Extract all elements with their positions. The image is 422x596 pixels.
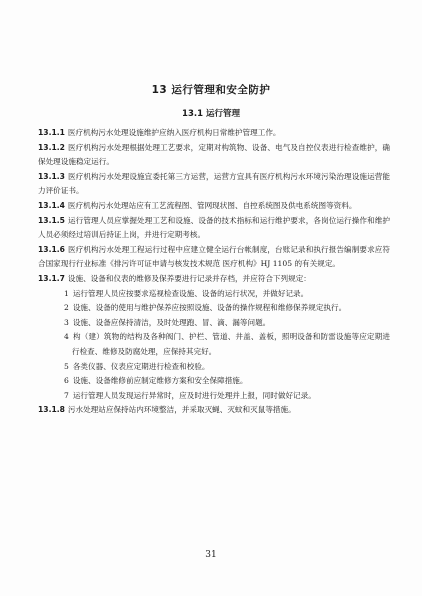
document-body <box>38 126 390 418</box>
clause-13-1-4 <box>38 199 390 214</box>
clause-13-1-2 <box>38 141 390 170</box>
item-number: 5 <box>64 361 69 371</box>
list-item-6 <box>38 374 390 389</box>
list-item-5 <box>38 360 390 375</box>
clause-text: 医疗机构污水处理站应有工艺流程图、管网现状图、自控系统图及供电系统图等资料。 <box>67 200 357 210</box>
item-number: 7 <box>64 390 69 400</box>
clause-text: 医疗机构污水处理设施维护应纳入医疗机构日常维护管理工作。 <box>67 128 281 137</box>
clause-number: 13.1.8 <box>38 405 65 415</box>
clause-13-1-8 <box>38 403 390 418</box>
list-item-4 <box>38 330 390 359</box>
item-text: 运行管理人员发现运行异常时，应及时进行处理并上报，同时做好记录。 <box>72 390 316 400</box>
clause-number: 13.1.4 <box>38 200 65 210</box>
clause-text: 医疗机构污水处理工程运行过程中应建立健全运行台帐制度，台账记录和执行报告编制要求应符合国家现行行业标准《排污许可证申请与核发技术规范 医疗机构》HJ 1105 的有关规定。 <box>38 244 390 269</box>
item-number: 6 <box>64 376 69 386</box>
list-item-1 <box>38 287 390 302</box>
clause-text: 运行管理人员应掌握处理工艺和设施、设备的技术指标和运行维护要求，各岗位运行操作和维护人员必须经过培训后持证上岗，并进行定期考核。 <box>38 215 390 240</box>
item-number: 2 <box>64 303 69 313</box>
item-number: 4 <box>64 332 69 342</box>
clause-number: 13.1.2 <box>38 142 65 152</box>
list-item-7 <box>38 389 390 404</box>
clause-number: 13.1.3 <box>38 171 65 181</box>
clause-text: 污水处理站应保持站内环境整洁，并采取灭蝇、灭蚊和灭鼠等措施。 <box>67 405 296 415</box>
chapter-title: 13 运行管理和安全防护 <box>151 84 271 96</box>
item-text: 构（建）筑物的结构及各种阀门、护栏、管道、井盖、盖板，照明设备和防雷设施等应定期进行检查、维修及防腐处理，应保持其完好。 <box>72 332 390 356</box>
clause-number: 13.1.5 <box>38 215 65 225</box>
page-number: 31 <box>205 550 217 560</box>
item-text: 各类仪器、仪表应定期进行检查和校验。 <box>72 361 210 371</box>
clause-text: 设施、设备和仪表的维修及保养要进行记录并存档，并应符合下列规定： <box>67 273 311 283</box>
item-number: 3 <box>64 317 69 327</box>
list-item-3 <box>38 316 390 331</box>
clause-13-1-3 <box>38 170 390 199</box>
section-title: 13.1 运行管理 <box>182 109 240 119</box>
item-text: 设施、设备应保持清洁，及时处理跑、冒、滴、漏等问题。 <box>72 317 271 327</box>
clause-13-1-6 <box>38 243 390 272</box>
clause-text: 医疗机构污水处理设施宜委托第三方运营，运营方宜具有医疗机构污水环境污染治理设施运营能力评价证书。 <box>38 171 390 196</box>
item-text: 设施、设备维修前应制定维修方案和安全保障措施。 <box>72 376 248 386</box>
clause-13-1-7 <box>38 272 390 287</box>
item-number: 1 <box>64 288 69 298</box>
clause-text: 医疗机构污水处理根据处理工艺要求，定期对构筑物、设备、电气及自控仪表进行检查维护，确保处理设施稳定运行。 <box>38 142 390 167</box>
list-item-2 <box>38 301 390 316</box>
clause-number: 13.1.7 <box>38 273 65 283</box>
item-text: 运行管理人员应按要求巡视检查设施、设备的运行状况，并做好记录。 <box>72 288 309 298</box>
item-text: 设施、设备的使用与维护保养应按照设施、设备的操作规程和维修保养规定执行。 <box>72 303 347 313</box>
clause-13-1-1 <box>38 126 390 141</box>
clause-number: 13.1.1 <box>38 128 65 137</box>
clause-number: 13.1.6 <box>38 244 65 254</box>
clause-13-1-5 <box>38 214 390 243</box>
